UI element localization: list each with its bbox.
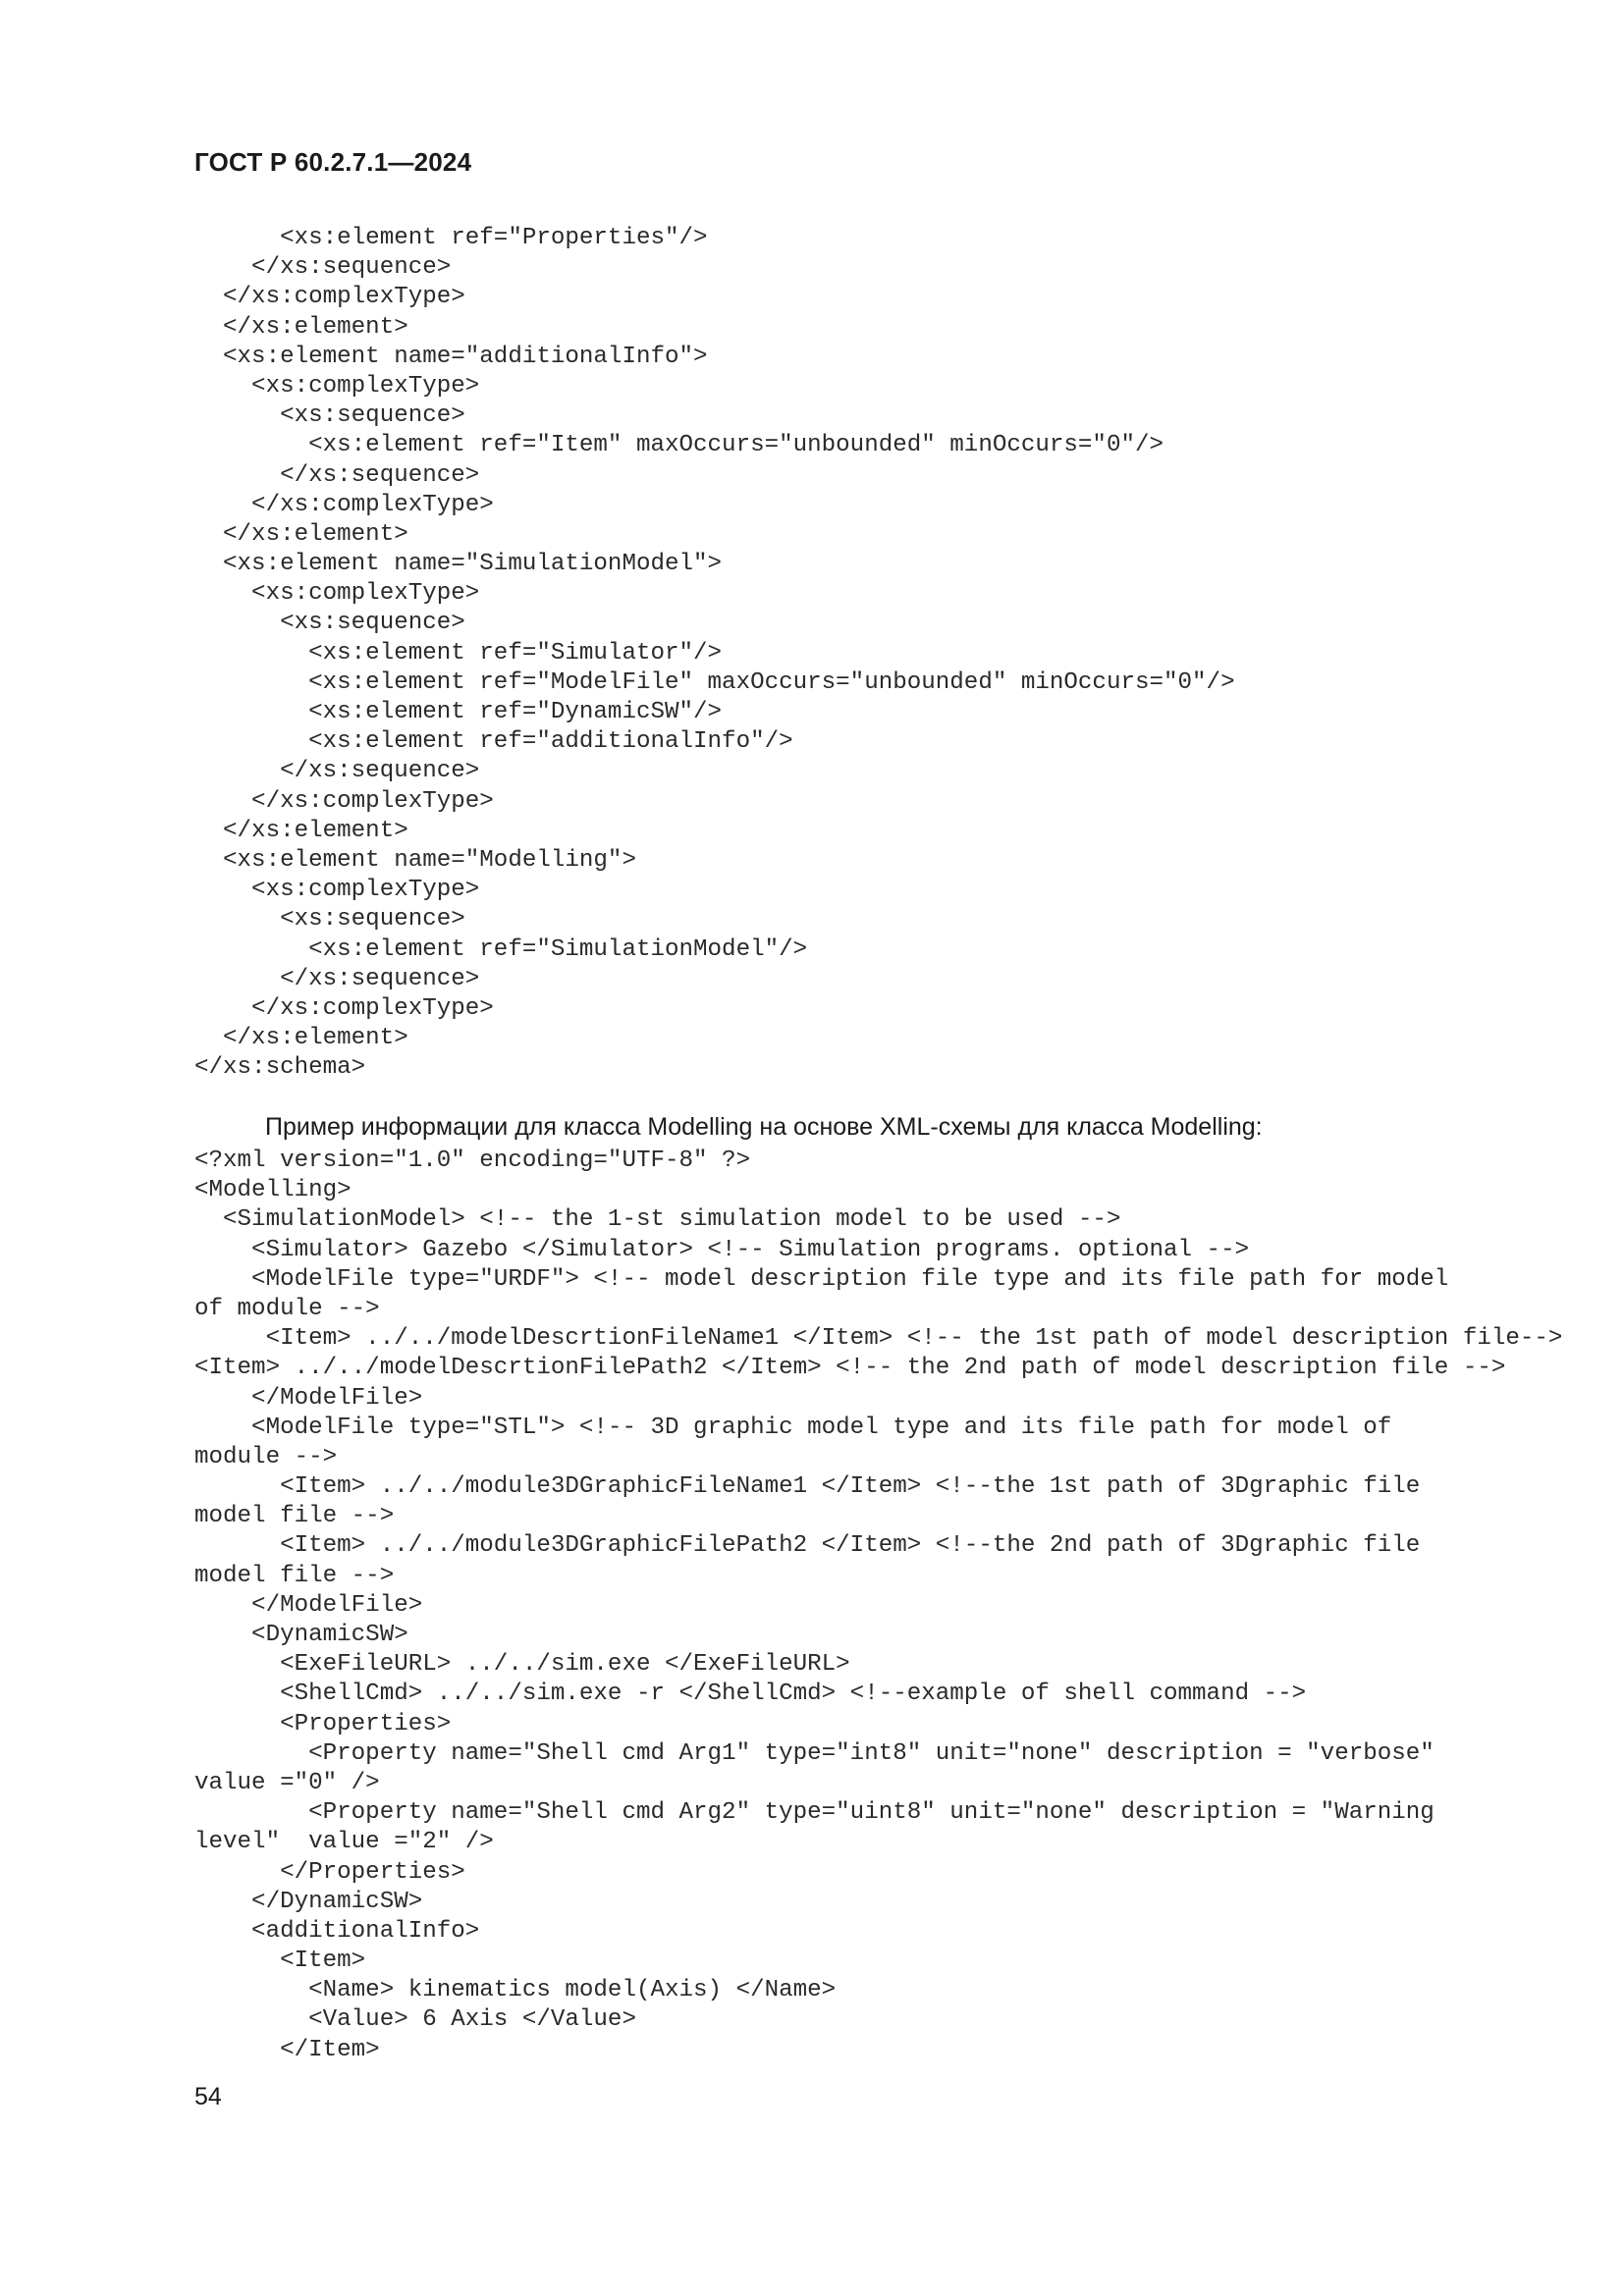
code-line: </xs:element> bbox=[194, 1025, 408, 1052]
code-line: value ="0" /> bbox=[194, 1769, 380, 1796]
code-line: <xs:complexType> bbox=[194, 580, 480, 608]
code-line: <xs:element ref="SimulationModel"/> bbox=[194, 935, 808, 963]
code-line: <xs:element name="Modelling"> bbox=[194, 846, 636, 874]
document-header: ГОСТ Р 60.2.7.1—2024 bbox=[194, 147, 472, 177]
code-line: <ModelFile type="STL"> <!-- 3D graphic model type and its file path for model of bbox=[194, 1414, 1392, 1441]
code-line: </DynamicSW> bbox=[194, 1888, 423, 1915]
code-line: </xs:element> bbox=[194, 520, 408, 548]
code-line: <xs:sequence> bbox=[194, 610, 465, 637]
code-line: <Property name="Shell cmd Arg2" type="uint8" unit="none" description = "Warning bbox=[194, 1799, 1435, 1827]
code-line: <Item> ../../modelDescrtionFileName1 </Item> <!-- the 1st path of model description file--> bbox=[194, 1325, 1563, 1353]
code-line: <Item> bbox=[194, 1948, 366, 1975]
page-number: 54 bbox=[194, 2083, 222, 2110]
code-line: <xs:element name="additionalInfo"> bbox=[194, 343, 708, 370]
code-line: </xs:sequence> bbox=[194, 461, 480, 489]
code-line: </xs:complexType> bbox=[194, 491, 494, 518]
code-line: of module --> bbox=[194, 1295, 380, 1322]
code-line: </xs:complexType> bbox=[194, 284, 465, 311]
code-line: model file --> bbox=[194, 1503, 395, 1530]
code-line: <Name> kinematics model(Axis) </Name> bbox=[194, 1977, 837, 2004]
code-line: <ModelFile type="URDF"> <!-- model description file type and its file path for model bbox=[194, 1265, 1449, 1293]
code-line: </ModelFile> bbox=[194, 1591, 423, 1619]
code-line: </xs:sequence> bbox=[194, 758, 480, 785]
code-line: <Property name="Shell cmd Arg1" type="int8" unit="none" description = "verbose" bbox=[194, 1739, 1435, 1767]
code-line: <xs:element ref="ModelFile" maxOccurs="unbounded" minOccurs="0"/> bbox=[194, 668, 1235, 696]
code-line: <Properties> bbox=[194, 1710, 452, 1737]
code-line: <xs:element name="SimulationModel"> bbox=[194, 551, 723, 578]
code-line: <xs:sequence> bbox=[194, 402, 465, 430]
code-line: <?xml version="1.0" encoding="UTF-8" ?> bbox=[194, 1148, 751, 1174]
code-line: <Modelling> bbox=[194, 1177, 352, 1204]
code-line: </Properties> bbox=[194, 1858, 465, 1886]
code-line: </xs:schema> bbox=[194, 1054, 366, 1082]
code-line: <xs:element ref="Item" maxOccurs="unbounded" minOccurs="0"/> bbox=[194, 432, 1164, 459]
code-line: <xs:element ref="Simulator"/> bbox=[194, 639, 723, 667]
code-line: </xs:sequence> bbox=[194, 254, 452, 282]
xml-example-code-block bbox=[194, 1147, 1562, 2065]
code-line: </xs:complexType> bbox=[194, 994, 494, 1022]
code-line: <SimulationModel> <!-- the 1-st simulation model to be used --> bbox=[194, 1206, 1121, 1234]
code-line: <xs:sequence> bbox=[194, 906, 465, 934]
example-caption: Пример информации для класса Modelling на основе XML-схемы для класса Modelling: bbox=[265, 1113, 1263, 1141]
code-line: model file --> bbox=[194, 1562, 395, 1589]
code-line: </xs:sequence> bbox=[194, 965, 480, 992]
xsd-schema-code-block bbox=[194, 224, 1235, 1083]
code-line: <xs:complexType> bbox=[194, 877, 480, 904]
code-line: </xs:element> bbox=[194, 817, 408, 844]
code-line: <ShellCmd> ../../sim.exe -r </ShellCmd> <!--example of shell command --> bbox=[194, 1681, 1307, 1708]
code-line: <xs:element ref="additionalInfo"/> bbox=[194, 728, 793, 756]
code-line: <DynamicSW> bbox=[194, 1622, 408, 1648]
code-line: </ModelFile> bbox=[194, 1384, 423, 1412]
code-line: <xs:element ref="Properties"/> bbox=[194, 225, 708, 251]
code-line: <ExeFileURL> ../../sim.exe </ExeFileURL> bbox=[194, 1651, 850, 1679]
code-line: module --> bbox=[194, 1443, 338, 1470]
code-line: <Item> ../../module3DGraphicFilePath2 </Item> <!--the 2nd path of 3Dgraphic file bbox=[194, 1532, 1421, 1560]
code-line: <xs:complexType> bbox=[194, 372, 480, 400]
code-line: level" value ="2" /> bbox=[194, 1829, 494, 1856]
code-line: <xs:element ref="DynamicSW"/> bbox=[194, 699, 723, 725]
code-line: </xs:element> bbox=[194, 313, 408, 341]
code-line: <Value> 6 Axis </Value> bbox=[194, 2006, 636, 2034]
code-line: <additionalInfo> bbox=[194, 1917, 480, 1945]
code-line: <Item> ../../modelDescrtionFilePath2 </Item> <!-- the 2nd path of model description file --> bbox=[194, 1355, 1506, 1382]
code-line: </xs:complexType> bbox=[194, 787, 494, 815]
code-line: <Simulator> Gazebo </Simulator> <!-- Simulation programs. optional --> bbox=[194, 1236, 1250, 1263]
code-line: <Item> ../../module3DGraphicFileName1 </Item> <!--the 1st path of 3Dgraphic file bbox=[194, 1473, 1421, 1501]
code-line: </Item> bbox=[194, 2036, 380, 2063]
